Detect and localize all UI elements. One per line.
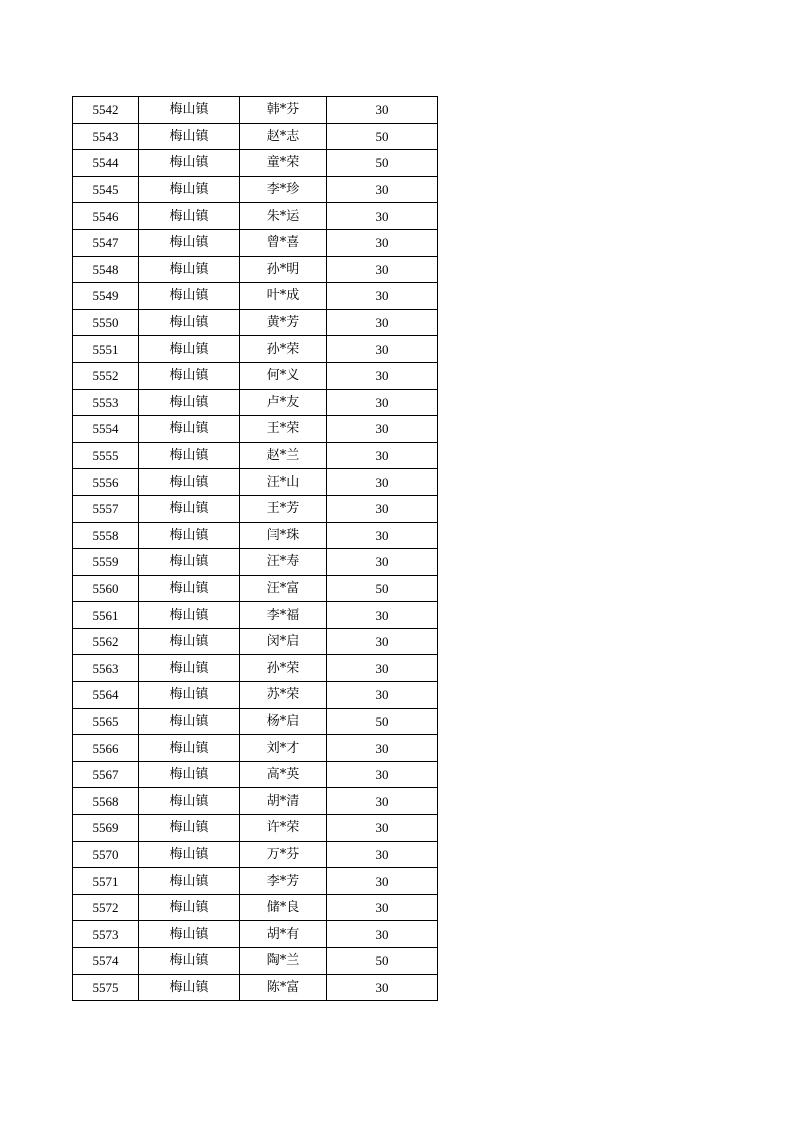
town-cell: 梅山镇 [139,283,240,310]
amount-cell: 30 [327,336,438,363]
amount-cell: 30 [327,176,438,203]
amount-cell: 30 [327,203,438,230]
row-number-cell: 5549 [73,283,139,310]
row-number-cell: 5565 [73,708,139,735]
town-cell: 梅山镇 [139,868,240,895]
town-cell: 梅山镇 [139,708,240,735]
town-cell: 梅山镇 [139,974,240,1001]
row-number-cell: 5554 [73,416,139,443]
town-cell: 梅山镇 [139,575,240,602]
name-cell: 苏*荣 [240,682,327,709]
amount-cell: 30 [327,522,438,549]
amount-cell: 30 [327,416,438,443]
row-number-cell: 5561 [73,602,139,629]
town-cell: 梅山镇 [139,921,240,948]
row-number-cell: 5567 [73,761,139,788]
amount-cell: 30 [327,495,438,522]
amount-cell: 30 [327,761,438,788]
town-cell: 梅山镇 [139,203,240,230]
name-cell: 胡*有 [240,921,327,948]
town-cell: 梅山镇 [139,97,240,124]
name-cell: 陈*富 [240,974,327,1001]
table-row [73,921,438,948]
table-row [73,575,438,602]
row-number-cell: 5555 [73,442,139,469]
row-number-cell: 5564 [73,682,139,709]
name-cell: 汪*山 [240,469,327,496]
table-row [73,841,438,868]
row-number-cell: 5559 [73,549,139,576]
row-number-cell: 5575 [73,974,139,1001]
amount-cell: 30 [327,442,438,469]
name-cell: 闵*启 [240,628,327,655]
amount-cell: 30 [327,682,438,709]
table-row [73,974,438,1001]
town-cell: 梅山镇 [139,469,240,496]
row-number-cell: 5572 [73,894,139,921]
table-row [73,442,438,469]
row-number-cell: 5569 [73,815,139,842]
town-cell: 梅山镇 [139,309,240,336]
name-cell: 汪*寿 [240,549,327,576]
table-row [73,176,438,203]
name-cell: 杨*启 [240,708,327,735]
name-cell: 孙*明 [240,256,327,283]
name-cell: 曾*喜 [240,229,327,256]
amount-cell: 30 [327,602,438,629]
amount-cell: 30 [327,868,438,895]
table-row [73,602,438,629]
table-row [73,229,438,256]
name-cell: 朱*运 [240,203,327,230]
name-cell: 王*芳 [240,495,327,522]
table-row [73,522,438,549]
town-cell: 梅山镇 [139,682,240,709]
name-cell: 李*福 [240,602,327,629]
town-cell: 梅山镇 [139,495,240,522]
town-cell: 梅山镇 [139,150,240,177]
town-cell: 梅山镇 [139,336,240,363]
table-row [73,549,438,576]
table-row [73,97,438,124]
row-number-cell: 5556 [73,469,139,496]
table-row [73,948,438,975]
town-cell: 梅山镇 [139,522,240,549]
name-cell: 韩*芬 [240,97,327,124]
name-cell: 陶*兰 [240,948,327,975]
row-number-cell: 5562 [73,628,139,655]
town-cell: 梅山镇 [139,442,240,469]
row-number-cell: 5573 [73,921,139,948]
amount-cell: 30 [327,229,438,256]
amount-cell: 30 [327,362,438,389]
town-cell: 梅山镇 [139,788,240,815]
town-cell: 梅山镇 [139,948,240,975]
data-table [72,96,438,1001]
name-cell: 童*荣 [240,150,327,177]
amount-cell: 50 [327,708,438,735]
amount-cell: 30 [327,309,438,336]
town-cell: 梅山镇 [139,735,240,762]
town-cell: 梅山镇 [139,761,240,788]
town-cell: 梅山镇 [139,894,240,921]
amount-cell: 30 [327,974,438,1001]
table-row [73,336,438,363]
row-number-cell: 5548 [73,256,139,283]
amount-cell: 30 [327,788,438,815]
amount-cell: 30 [327,921,438,948]
table-row [73,309,438,336]
amount-cell: 30 [327,815,438,842]
amount-cell: 30 [327,735,438,762]
table-row [73,788,438,815]
name-cell: 孙*荣 [240,655,327,682]
table-row [73,868,438,895]
name-cell: 黄*芳 [240,309,327,336]
row-number-cell: 5558 [73,522,139,549]
name-cell: 汪*富 [240,575,327,602]
table-row [73,735,438,762]
table-row [73,628,438,655]
name-cell: 万*芬 [240,841,327,868]
row-number-cell: 5557 [73,495,139,522]
row-number-cell: 5545 [73,176,139,203]
table-row [73,655,438,682]
town-cell: 梅山镇 [139,176,240,203]
table-row [73,761,438,788]
amount-cell: 30 [327,549,438,576]
amount-cell: 30 [327,894,438,921]
table-row [73,469,438,496]
name-cell: 王*荣 [240,416,327,443]
amount-cell: 30 [327,841,438,868]
name-cell: 赵*志 [240,123,327,150]
table-row [73,362,438,389]
town-cell: 梅山镇 [139,602,240,629]
row-number-cell: 5550 [73,309,139,336]
amount-cell: 30 [327,389,438,416]
table-row [73,203,438,230]
amount-cell: 30 [327,256,438,283]
town-cell: 梅山镇 [139,815,240,842]
row-number-cell: 5542 [73,97,139,124]
name-cell: 叶*成 [240,283,327,310]
name-cell: 李*珍 [240,176,327,203]
table-row [73,283,438,310]
row-number-cell: 5546 [73,203,139,230]
row-number-cell: 5571 [73,868,139,895]
amount-cell: 30 [327,97,438,124]
row-number-cell: 5552 [73,362,139,389]
name-cell: 孙*荣 [240,336,327,363]
town-cell: 梅山镇 [139,628,240,655]
row-number-cell: 5563 [73,655,139,682]
town-cell: 梅山镇 [139,229,240,256]
name-cell: 李*芳 [240,868,327,895]
name-cell: 赵*兰 [240,442,327,469]
amount-cell: 50 [327,575,438,602]
name-cell: 储*良 [240,894,327,921]
amount-cell: 50 [327,150,438,177]
table-body [73,97,438,1001]
town-cell: 梅山镇 [139,841,240,868]
row-number-cell: 5570 [73,841,139,868]
town-cell: 梅山镇 [139,549,240,576]
row-number-cell: 5544 [73,150,139,177]
amount-cell: 30 [327,469,438,496]
amount-cell: 30 [327,283,438,310]
table-row [73,815,438,842]
name-cell: 闫*珠 [240,522,327,549]
amount-cell: 30 [327,655,438,682]
town-cell: 梅山镇 [139,362,240,389]
row-number-cell: 5566 [73,735,139,762]
table-row [73,708,438,735]
row-number-cell: 5568 [73,788,139,815]
row-number-cell: 5547 [73,229,139,256]
amount-cell: 30 [327,628,438,655]
name-cell: 何*义 [240,362,327,389]
row-number-cell: 5574 [73,948,139,975]
table-row [73,416,438,443]
name-cell: 高*英 [240,761,327,788]
row-number-cell: 5551 [73,336,139,363]
amount-cell: 50 [327,123,438,150]
table-row [73,682,438,709]
table-row [73,123,438,150]
name-cell: 许*荣 [240,815,327,842]
table-row [73,894,438,921]
town-cell: 梅山镇 [139,389,240,416]
town-cell: 梅山镇 [139,123,240,150]
name-cell: 胡*清 [240,788,327,815]
table-row [73,256,438,283]
town-cell: 梅山镇 [139,416,240,443]
town-cell: 梅山镇 [139,655,240,682]
table-row [73,495,438,522]
table-row [73,389,438,416]
name-cell: 卢*友 [240,389,327,416]
row-number-cell: 5560 [73,575,139,602]
name-cell: 刘*才 [240,735,327,762]
table-row [73,150,438,177]
amount-cell: 50 [327,948,438,975]
town-cell: 梅山镇 [139,256,240,283]
row-number-cell: 5543 [73,123,139,150]
row-number-cell: 5553 [73,389,139,416]
